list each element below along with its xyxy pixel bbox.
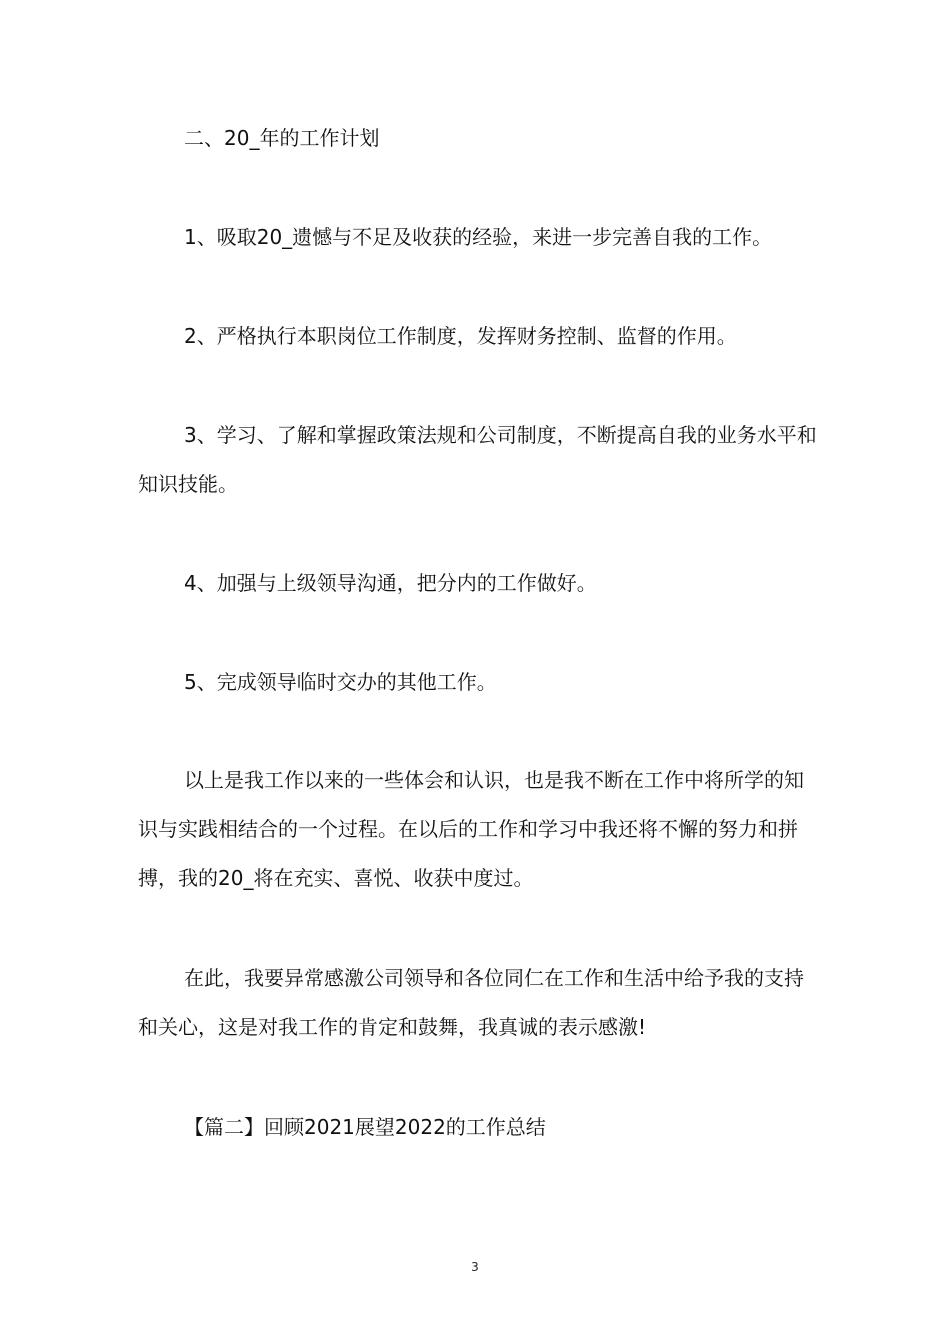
plan-item-5: 5、完成领导临时交办的其他工作。: [184, 670, 497, 694]
page-number: 3: [471, 1260, 479, 1274]
section-heading-work-plan: 二、20_年的工作计划: [184, 126, 380, 150]
plan-item-2: 2、严格执行本职岗位工作制度，发挥财务控制、监督的作用。: [184, 324, 737, 348]
plan-item-1: 1、吸取20_遗憾与不足及收获的经验，来进一步完善自我的工作。: [184, 225, 773, 249]
plan-item-3: 3、学习、了解和掌握政策法规和公司制度，不断提高自我的业务水平和知识技能。: [138, 423, 817, 496]
plan-item-4: 4、加强与上级领导沟通，把分内的工作做好。: [184, 571, 597, 595]
section-heading-part-two: 【篇二】回顾2021展望2022的工作总结: [184, 1115, 546, 1139]
thanks-paragraph: 在此，我要异常感激公司领导和各位同仁在工作和生活中给予我的支持和关心，这是对我工作的肯定和鼓舞，我真诚的表示感激!: [138, 966, 804, 1039]
summary-paragraph: 以上是我工作以来的一些体会和认识，也是我不断在工作中将所学的知识与实践相结合的一个过程。在以后的工作和学习中我还将不懈的努力和拼搏，我的20_将在充实、喜悦、收获中度过。: [138, 768, 804, 890]
